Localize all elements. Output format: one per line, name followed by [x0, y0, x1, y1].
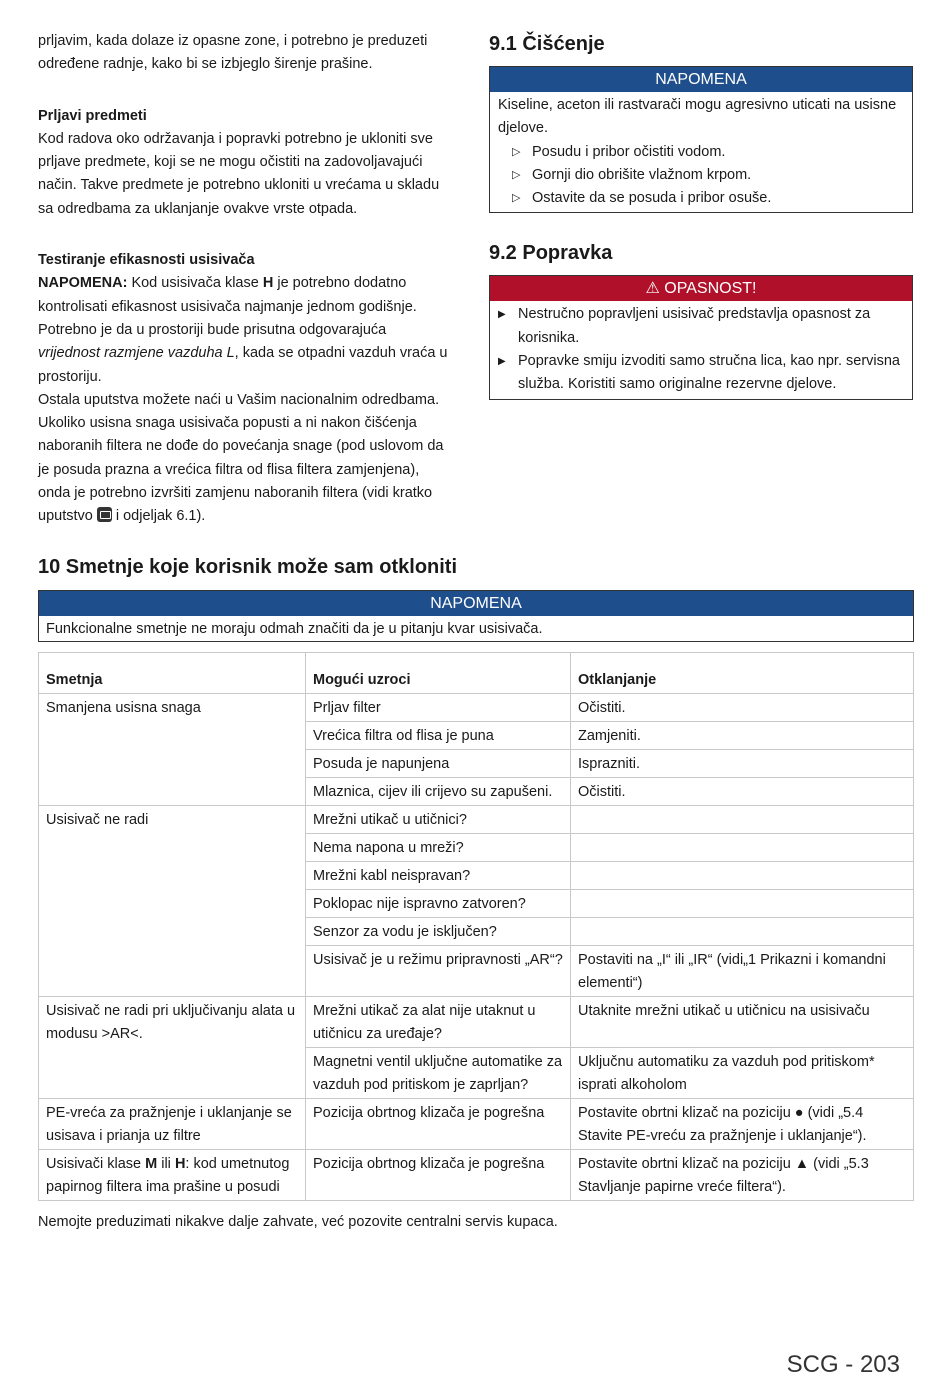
danger-header: ⚠ OPASNOST!: [490, 276, 912, 301]
list-item-text: Nestručno popravljeni usisivač predstavlja opasnost za korisnika.: [518, 306, 871, 346]
table-header-row: [39, 653, 914, 694]
note-text: Kiseline, aceton ili rastvarači mogu agresivno uticati na usisne djelove.: [498, 97, 897, 137]
fix-cell: Utaknite mrežni utikač u utičnicu na usisivaču: [571, 997, 914, 1048]
fix-cell: [571, 918, 914, 946]
cause-cell: Mlaznica, cijev ili crijevo su zapušeni.: [306, 778, 571, 806]
fix-cell: [571, 862, 914, 890]
triangle-right-icon: ▶: [498, 309, 506, 321]
air-text-a: Potrebno je da u prostoriji bude prisutna odgovarajuća: [38, 321, 387, 338]
note-text-b: je potrebno dodatno kontrolisati efikasnost usisivača najmanje jednom godišnje.: [38, 275, 417, 315]
note-header: NAPOMENA: [39, 591, 913, 616]
fix-cell: Zamjeniti.: [571, 722, 914, 750]
air-text-b: , kada se otpadni vazduh vraća u prostoriju.: [38, 345, 448, 385]
column-header: Otklanjanje: [571, 653, 914, 694]
efficiency-test-heading: Testiranje efikasnosti usisivača: [38, 252, 255, 269]
fix-cell: Uključnu automatiku za vazduh pod pritiskom* isprati alkoholom: [571, 1048, 914, 1099]
class-m: M: [145, 1156, 158, 1172]
column-header: Smetnja: [39, 653, 306, 694]
cleaning-note-box: [489, 66, 913, 213]
cause-cell: Senzor za vodu je isključen?: [306, 918, 571, 946]
problem-cell: Smanjena usisna snaga: [39, 694, 306, 806]
problem-cell: PE-vreća za pražnjenje i uklanjanje se usisava i prianja uz filtre: [39, 1099, 306, 1150]
intro-text: prljavim, kada dolaze iz opasne zone, i potrebno je preduzeti određene radnje, kako bi se izbjeglo širenje prašine.: [38, 33, 428, 73]
class-h: H: [262, 275, 274, 292]
table-row: [39, 1099, 914, 1150]
list-item-text: Posudu i pribor očistiti vodom.: [532, 143, 726, 160]
triangle-right-icon: ▷: [512, 168, 521, 181]
national-regulations-text: Ostala uputstva možete naći u Vašim nacionalnim odredbama.: [38, 391, 440, 408]
troubleshooting-note-box: [38, 590, 914, 642]
cause-cell: Mrežni utikač u utičnici?: [306, 806, 571, 834]
fix-cell: [571, 834, 914, 862]
right-column: [489, 30, 913, 400]
cause-cell: Pozicija obrtnog klizača je pogrešna: [306, 1150, 571, 1201]
fix-cell: [571, 806, 914, 834]
page-number: SCG - 203: [786, 1351, 900, 1378]
class-h: H: [174, 1156, 186, 1172]
section-9-2-title: 9.2 Popravka: [489, 242, 613, 265]
fix-cell: Postavite obrtni klizač na poziciju ▲ (vidi „5.3 Stavljanje papirne vreće filtera“).: [571, 1150, 914, 1201]
cause-cell: Magnetni ventil uključne automatike za vazduh pod pritiskom je zaprljan?: [306, 1048, 571, 1099]
filter-text-b: i odjeljak 6.1).: [111, 508, 206, 525]
problem-text-b: ili: [157, 1156, 175, 1172]
cleaning-steps-list: [498, 141, 904, 211]
fix-cell: Očistiti.: [571, 778, 914, 806]
problem-cell: Usisivač ne radi: [39, 806, 306, 997]
list-item: [512, 164, 904, 187]
fix-cell: Postavite obrtni klizač na poziciju ● (vidi „5.4 Stavite PE-vreću za pražnjenje i uklanjanje“).: [571, 1099, 914, 1150]
table-row: [39, 694, 914, 722]
list-item: [512, 141, 904, 164]
section-9-1-title: 9.1 Čišćenje: [489, 33, 605, 55]
table-row: [39, 997, 914, 1048]
cause-cell: Mrežni kabl neispravan?: [306, 862, 571, 890]
repair-list: [490, 303, 904, 396]
problem-cell: [39, 1150, 306, 1201]
left-column: [38, 30, 450, 529]
problem-cell: Usisivač ne radi pri uključivanju alata u modusu >AR<.: [39, 997, 306, 1099]
cause-cell: Usisivač je u režimu pripravnosti „AR“?: [306, 946, 571, 997]
list-item-text: Popravke smiju izvoditi samo stručna lica, kao npr. servisna služba. Koristiti samo originalne rezervne djelove.: [518, 353, 900, 393]
filter-replacement-text: [38, 412, 450, 528]
cause-cell: Prljav filter: [306, 694, 571, 722]
triangle-right-icon: ▷: [512, 192, 521, 205]
fix-cell: Postaviti na „I“ ili „IR“ (vidi„1 Prikazni i komandni elementi“): [571, 946, 914, 997]
note-text: Funkcionalne smetnje ne moraju odmah značiti da je u pitanju kvar usisivača.: [46, 621, 543, 637]
filter-text-a: Ukoliko usisna snaga usisivača popusti a ni nakon čišćenja naboranih filtera ne dođe do povećanja snage (pod uslovom da je posuda prazna a vrećica filtra od flisa filtera zamjenjena), onda je potrebno izvršiti zamjenu naboranih filtera (vidi kratko uputstvo: [38, 415, 444, 525]
list-item: [498, 350, 904, 397]
triangle-right-icon: ▷: [512, 145, 521, 158]
section-10-title: 10 Smetnje koje korisnik može sam otkloniti: [38, 556, 458, 578]
table-row: [39, 1150, 914, 1201]
fix-cell: Isprazniti.: [571, 750, 914, 778]
problem-text-a: Usisivači klase: [46, 1156, 146, 1172]
fix-cell: Očistiti.: [571, 694, 914, 722]
note-label: NAPOMENA:: [38, 275, 128, 292]
list-item: [498, 303, 904, 350]
air-exchange-text: [38, 319, 450, 389]
list-item: [512, 187, 904, 210]
note-text-a: Kod usisivača klase: [127, 275, 263, 292]
cause-cell: Nema napona u mreži?: [306, 834, 571, 862]
problem-text-c: : kod umetnutog papirnog filtera ima prašine u posudi: [46, 1156, 290, 1195]
table-row: [39, 806, 914, 834]
dirty-items-heading: Prljavi predmeti: [38, 107, 147, 124]
triangle-right-icon: ▶: [498, 356, 506, 368]
footer-text: Nemojte preduzimati nikakve dalje zahvate, već pozovite centralni servis kupaca.: [38, 1214, 558, 1230]
fix-cell: [571, 890, 914, 918]
cause-cell: Vrećica filtra od flisa je puna: [306, 722, 571, 750]
list-item-text: Ostavite da se posuda i pribor osuše.: [532, 190, 772, 207]
cause-cell: Pozicija obrtnog klizača je pogrešna: [306, 1099, 571, 1150]
column-header: Mogući uzroci: [306, 653, 571, 694]
cause-cell: Posuda je napunjena: [306, 750, 571, 778]
book-icon: [97, 507, 112, 522]
troubleshooting-table: [38, 652, 914, 1201]
cause-cell: Poklopac nije ispravno zatvoren?: [306, 890, 571, 918]
note-header: NAPOMENA: [490, 67, 912, 92]
efficiency-note: [38, 272, 450, 319]
list-item-text: Gornji dio obrišite vlažnom krpom.: [532, 166, 752, 183]
repair-danger-box: [489, 275, 913, 399]
dirty-items-text: Kod radova oko održavanja i popravki potrebno je ukloniti sve prljave predmete, koji se ne mogu očistiti na zadovoljavajući način. Takve predmete je potrebno ukloniti u vrećama u skladu sa odredbama za uklanjanje ovakve vrste otpada.: [38, 130, 440, 217]
cause-cell: Mrežni utikač za alat nije utaknut u utičnicu za uređaje?: [306, 997, 571, 1048]
air-exchange-value: vrijednost razmjene vazduha L: [38, 345, 235, 362]
